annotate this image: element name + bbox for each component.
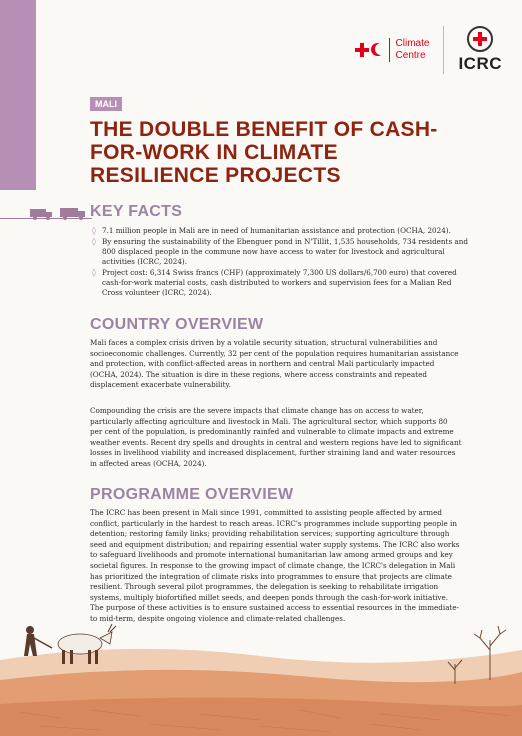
icrc-logo (458, 26, 502, 74)
country-overview-heading: COUNTRY OVERVIEW (90, 316, 264, 333)
key-fact-item: ◊ By ensuring the sustainability of the Ebenguer pond in N'Tillit, 1,535 households, 734 residents and 800 displaced people in the commune now have access to water for livestock and agricultural activities (ICRC, 2024). (92, 237, 472, 267)
landscape-illustration (0, 600, 522, 736)
programme-overview-heading: PROGRAMME OVERVIEW (90, 486, 294, 503)
header-logos (355, 22, 502, 78)
key-facts-list (92, 226, 472, 299)
red-crescent-icon (371, 43, 383, 57)
country-overview-paragraph: Compounding the crisis are the severe impacts that climate change has on access to water, particularly affecting agriculture and livestock in Mali. The agricultural sector, which supports 80 per cent of the population, is predominantly rainfed and vulnerable to climate impacts and extreme weather events. Recent dry spells and droughts in central and western regions have led to significant losses in livelihood viability and increased displacement, further straining land and water resources in affected areas (OCHA, 2024). (90, 406, 462, 468)
page-title: THE DOUBLE BENEFIT OF CASH-FOR-WORK IN CLIMATE RESILIENCE PROJECTS (90, 118, 438, 187)
icrc-logo-text: ICRC (458, 54, 502, 73)
programme-overview-paragraph: The ICRC has been present in Mali since 1991, committed to assisting people affected by armed conflict, particularly in the hardest to reach areas. ICRC's programmes include supporting people in detention; restoring family links; providing rehabilitation services; supporting agriculture through seed and equipment distribution; and repairing essential water supply systems. The ICRC also works to safeguard livelihoods and promote international humanitarian law among armed groups and key societal figures. In response to the growing impact of climate change, the ICRC's delegation in Mali has prioritized the integration of climate risks into programmes to ensure that projects are climate resilient. Through several pilot programmes, the delegation is seeking to rehabilitate irrigation systems, multiply biofortified millet seeds, and deepen ponds through the cash-for-work initiative. The purpose of these activities is to ensure sustained access to essential resources in the immediate-to mid-term, despite ongoing violence and climate-related challenges. (90, 508, 460, 623)
country-tag: MALI (90, 97, 122, 111)
logo-divider (443, 26, 444, 74)
red-cross-icon (355, 43, 369, 57)
icrc-emblem-icon (467, 26, 493, 52)
red-cross-crescent-logo (355, 43, 383, 57)
left-accent-bar (0, 0, 36, 190)
country-overview-paragraph: Mali faces a complex crisis driven by a volatile security situation, structural vulnerabilities and socioeconomic challenges. Currently, 32 per cent of the population requires humanitarian assistance and protection, with conflict-affected areas in northern and central Mali particularly impacted (OCHA, 2024). The situation is dire in these regions, where access constraints and repeated displacement exacerbate vulnerability. (90, 338, 459, 390)
key-fact-item: ◊ 7.1 million people in Mali are in need of humanitarian assistance and protection (OCHA, 2024). (92, 226, 472, 236)
truck-icon (30, 207, 86, 221)
key-fact-item: ◊ Project cost: 6,314 Swiss francs (CHF) (approximately 7,300 US dollars/6,700 euro) that covered cash-for-work material costs, cash distributed to workers and supervision fees for a Malian Red Cross volunteer (ICRC, 2024). (92, 268, 472, 298)
key-facts-heading: KEY FACTS (90, 203, 183, 220)
climate-centre-logo-text: Climate Centre (389, 38, 430, 62)
